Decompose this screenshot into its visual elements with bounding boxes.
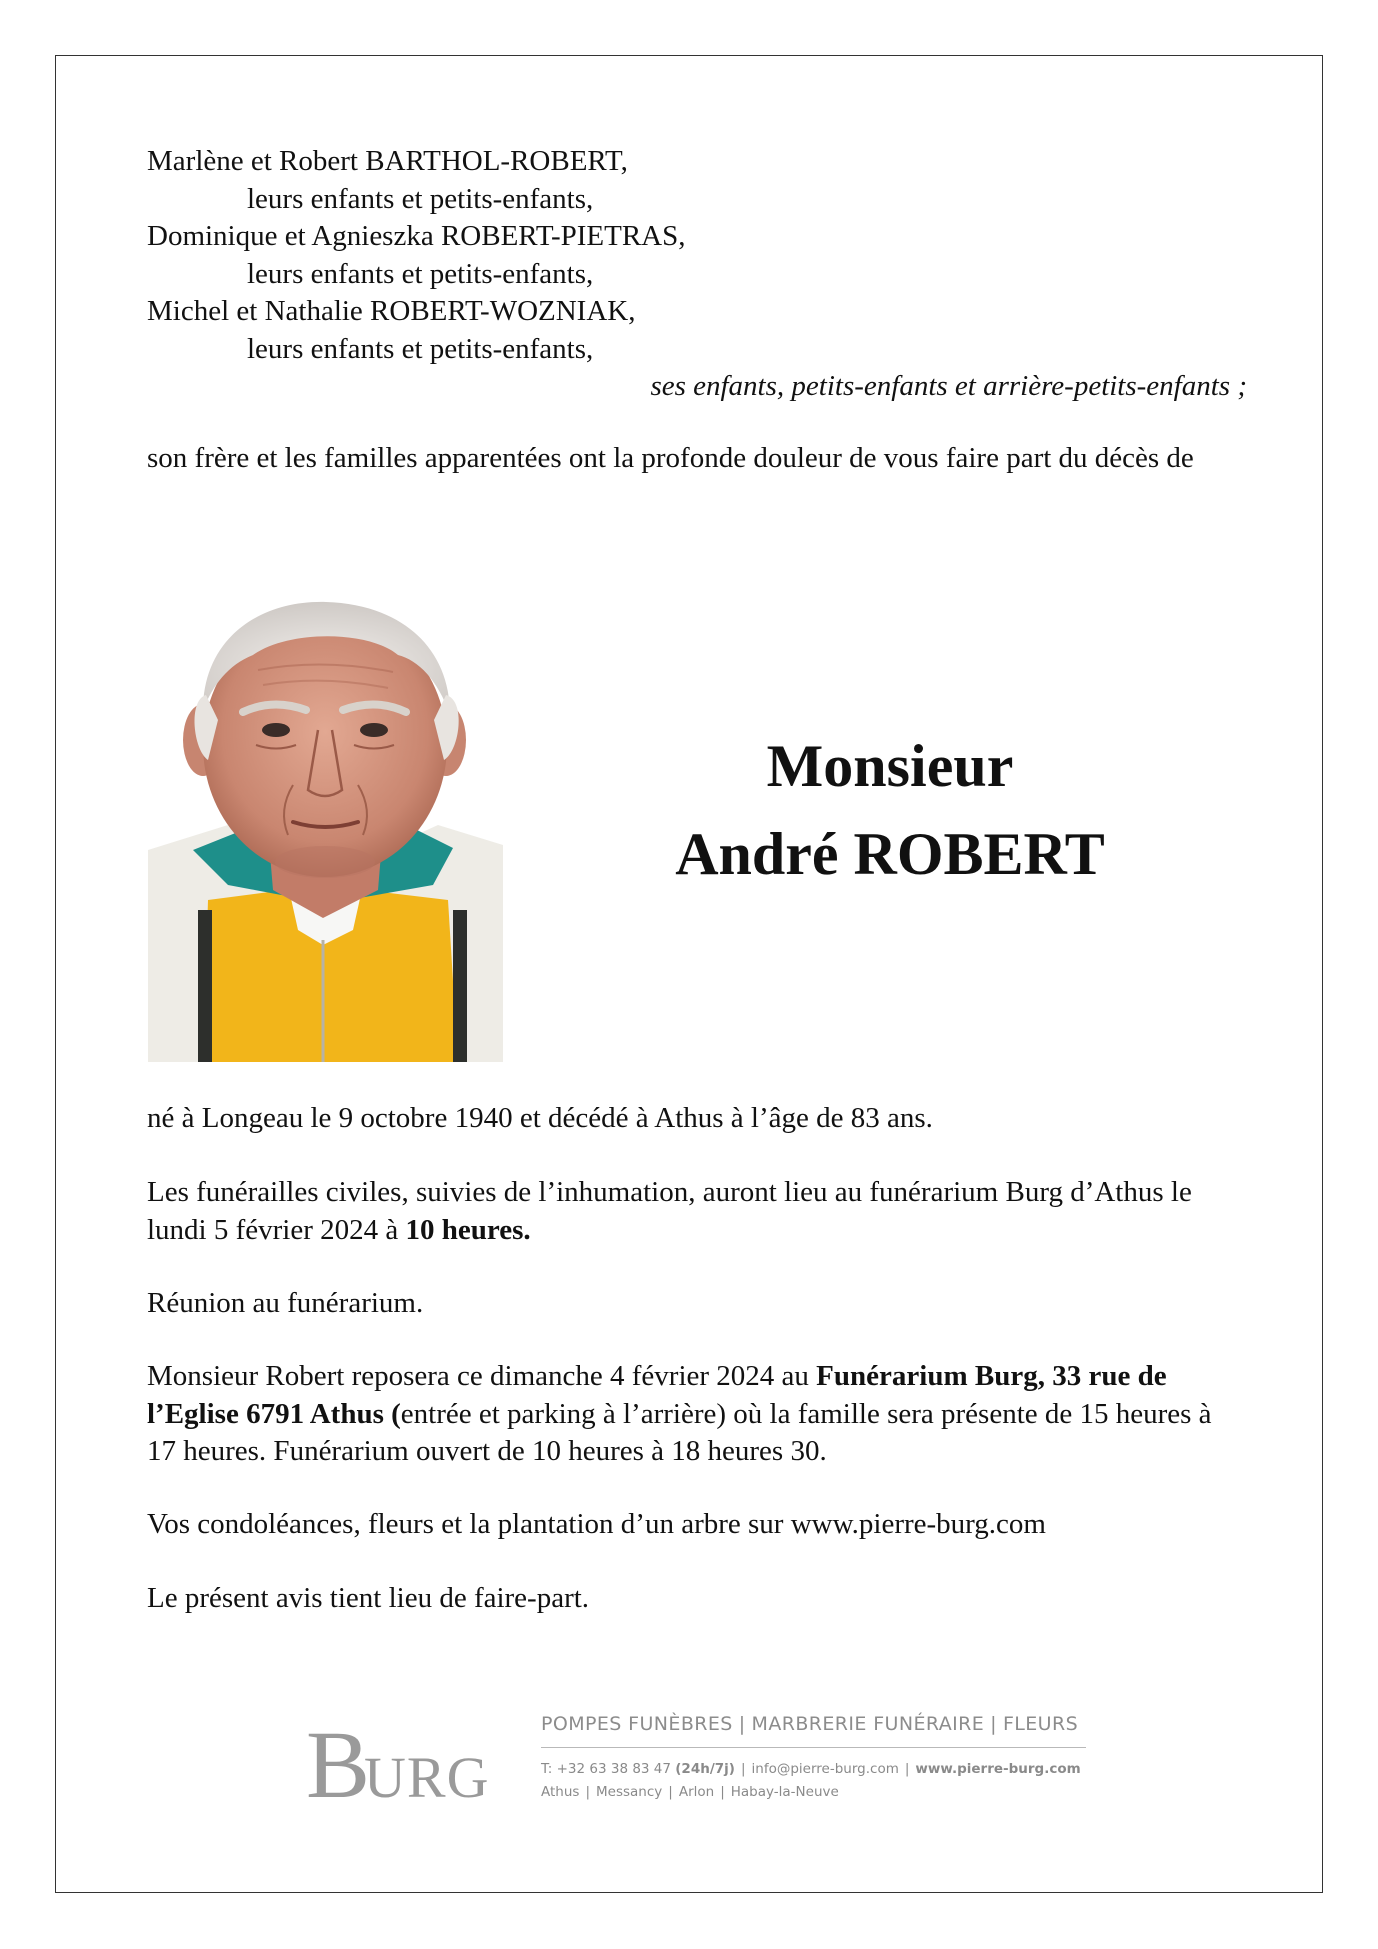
place-messancy: Messancy — [596, 1784, 663, 1800]
footer-contact: T: +32 63 38 83 47 (24h/7j) | info@pierre-burg.com | www.pierre-burg.com — [541, 1761, 1081, 1777]
burg-logo-letters: URG — [364, 1745, 490, 1810]
footer-phone-hours: (24h/7j) — [675, 1761, 735, 1777]
birth-death-text: né à Longeau le 9 octobre 1940 et décédé à Athus à l’âge de 83 ans. — [147, 1102, 933, 1134]
place-athus: Athus — [541, 1784, 580, 1800]
deceased-name: André ROBERT — [675, 821, 1105, 887]
service-marbrerie: MARBRERIE FUNÉRAIRE — [751, 1713, 985, 1735]
footer-services: POMPES FUNÈBRES | MARBRERIE FUNÉRAIRE | FLEURS — [541, 1713, 1079, 1735]
viewing-rest: entrée et parking à l’arrière) où la famille sera présente de 15 heures à 17 heures. Funérarium ouvert de 10 heures à 18 heures 30. — [147, 1397, 1212, 1467]
burg-logo-letter-b: B — [306, 1715, 371, 1815]
portrait-illustration — [148, 600, 503, 1062]
condolences-text: Vos condoléances, fleurs et la plantation d’un arbre sur www.pierre-burg.com — [147, 1508, 1046, 1540]
family-summary: ses enfants, petits-enfants et arrière-petits-enfants ; — [650, 370, 1247, 402]
viewing-location: Funérarium Burg, 33 rue de l’Eglise 6791 Athus ( — [147, 1360, 1167, 1430]
burg-logo-mark — [306, 1715, 491, 1815]
footer-phone: T: +32 63 38 83 47 — [541, 1761, 676, 1777]
family-line-5: Michel et Nathalie ROBERT-WOZNIAK, — [147, 295, 636, 327]
deceased-name-block — [560, 722, 1220, 898]
viewing-intro: Monsieur Robert reposera ce dimanche 4 février 2024 au — [147, 1360, 817, 1392]
family-line-3: Dominique et Agnieszka ROBERT-PIETRAS, — [147, 220, 686, 252]
portrait-photo — [148, 600, 503, 1062]
service-pompes: POMPES FUNÈBRES — [541, 1713, 733, 1735]
family-line-2: leurs enfants et petits-enfants, — [247, 182, 594, 215]
funeral-details: Les funérailles civiles, suivies de l’inhumation, auront lieu au funérarium Burg d’Athus le lundi 5 février 2024 à — [147, 1176, 1192, 1246]
family-list — [147, 143, 1257, 406]
announcement-text: son frère et les familles apparentées ont la profonde douleur de vous faire part du décès de — [147, 442, 1194, 474]
place-habay: Habay-la-Neuve — [730, 1784, 839, 1800]
burg-logo — [306, 1715, 491, 1815]
family-line-1: Marlène et Robert BARTHOL-ROBERT, — [147, 145, 628, 177]
footer-info — [541, 1713, 1101, 1800]
viewing-text — [147, 1358, 1247, 1471]
footer-email[interactable]: info@pierre-burg.com — [751, 1761, 899, 1777]
footer-website[interactable]: www.pierre-burg.com — [915, 1761, 1081, 1777]
place-arlon: Arlon — [678, 1784, 715, 1800]
funeral-text — [147, 1174, 1247, 1249]
deceased-title: Monsieur — [766, 733, 1014, 799]
notice-text: Le présent avis tient lieu de faire-part. — [147, 1582, 590, 1614]
family-line-6: leurs enfants et petits-enfants, — [247, 332, 594, 365]
footer-divider — [541, 1747, 1086, 1748]
funeral-time: 10 heures. — [405, 1213, 531, 1246]
family-line-4: leurs enfants et petits-enfants, — [247, 257, 594, 290]
footer-places: Athus | Messancy | Arlon | Habay-la-Neuve — [541, 1784, 839, 1800]
service-fleurs: FLEURS — [1002, 1713, 1079, 1735]
reunion-text: Réunion au funérarium. — [147, 1287, 424, 1319]
